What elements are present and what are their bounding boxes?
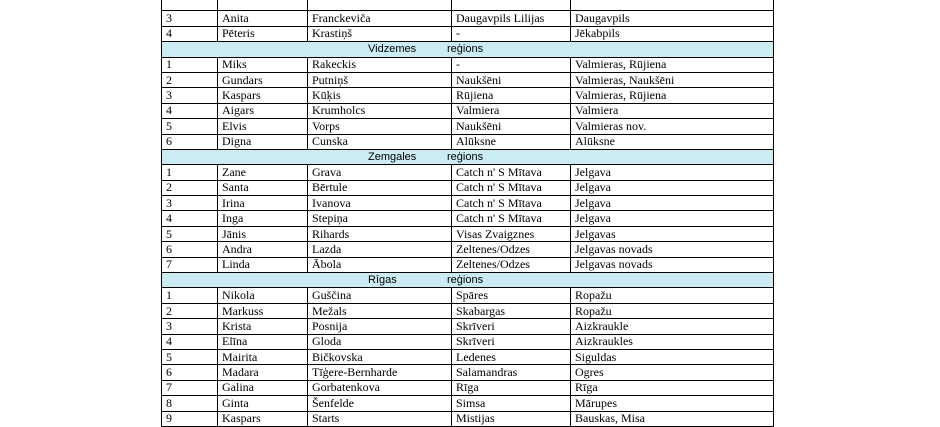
last-name-cell: Posnija (308, 319, 452, 334)
first-name-cell: Pēteris (218, 26, 308, 41)
table-row (162, 119, 774, 134)
last-name-cell: Kūķis (308, 88, 452, 103)
region-header-row (162, 149, 774, 164)
last-name-cell: Gorbatenkova (308, 380, 452, 395)
table-row (162, 242, 774, 257)
municipality-cell: Aizkraukle (571, 319, 774, 334)
region-header-cell (162, 42, 774, 57)
table-row (162, 365, 774, 380)
region-header-cell (162, 273, 774, 288)
last-name-cell: Putniņš (308, 72, 452, 87)
row-number-cell: 5 (162, 349, 218, 364)
team-name-cell (452, 0, 571, 11)
row-number-cell: 3 (162, 196, 218, 211)
region-name: Vidzemes (368, 42, 417, 55)
table-row (162, 396, 774, 411)
municipality-cell: Valmieras nov. (571, 119, 774, 134)
last-name-cell: Stepiņa (308, 211, 452, 226)
team-name-cell: Zeltenes/Odzes (452, 242, 571, 257)
table-row (162, 226, 774, 241)
last-name-cell: Starts (308, 411, 452, 426)
municipality-cell (571, 0, 774, 11)
last-name-cell: Cunska (308, 134, 452, 149)
team-name-cell: Rūjiena (452, 88, 571, 103)
table-row (162, 26, 774, 41)
team-name-cell: Zeltenes/Odzes (452, 257, 571, 272)
row-number-cell: 2 (162, 72, 218, 87)
region-name: Rīgas (368, 273, 397, 286)
row-number-cell: 4 (162, 103, 218, 118)
table-row (162, 319, 774, 334)
table-row (162, 134, 774, 149)
first-name-cell: Andra (218, 242, 308, 257)
first-name-cell: Irina (218, 196, 308, 211)
table-body (162, 0, 774, 426)
row-number-cell: 8 (162, 396, 218, 411)
team-name-cell: Daugavpils Lilijas (452, 11, 571, 26)
participants-table (161, 0, 774, 427)
first-name-cell: Anita (218, 11, 308, 26)
table-row (162, 380, 774, 395)
table-row (162, 0, 774, 11)
first-name-cell: Aigars (218, 103, 308, 118)
last-name-cell: Šenfelde (308, 396, 452, 411)
last-name-cell: Grava (308, 165, 452, 180)
last-name-cell: Vorps (308, 119, 452, 134)
team-name-cell: Spāres (452, 288, 571, 303)
last-name-cell: Ābola (308, 257, 452, 272)
table-row (162, 11, 774, 26)
team-name-cell: Mistijas (452, 411, 571, 426)
table-row (162, 196, 774, 211)
last-name-cell (308, 0, 452, 11)
first-name-cell: Elvis (218, 119, 308, 134)
team-name-cell: Simsa (452, 396, 571, 411)
region-header-row (162, 42, 774, 57)
last-name-cell: Lazda (308, 242, 452, 257)
team-name-cell: Visas Zvaigznes (452, 226, 571, 241)
last-name-cell: Franckeviča (308, 11, 452, 26)
first-name-cell: Galina (218, 380, 308, 395)
first-name-cell: Inga (218, 211, 308, 226)
first-name-cell: Krista (218, 319, 308, 334)
table-row (162, 411, 774, 426)
region-header-cell (162, 149, 774, 164)
municipality-cell: Jelgava (571, 211, 774, 226)
region-name: Zemgales (368, 150, 417, 163)
table-row (162, 211, 774, 226)
last-name-cell: Krumholcs (308, 103, 452, 118)
row-number-cell: 6 (162, 242, 218, 257)
table-row (162, 180, 774, 195)
last-name-cell: Bērtule (308, 180, 452, 195)
first-name-cell: Miks (218, 57, 308, 72)
first-name-cell: Santa (218, 180, 308, 195)
last-name-cell: Tīģere-Bernharde (308, 365, 452, 380)
municipality-cell: Mārupes (571, 396, 774, 411)
team-name-cell: Skabargas (452, 303, 571, 318)
municipality-cell: Jelgava (571, 196, 774, 211)
first-name-cell: Kaspars (218, 88, 308, 103)
table-row (162, 165, 774, 180)
table-row (162, 103, 774, 118)
municipality-cell: Bauskas, Misa (571, 411, 774, 426)
first-name-cell (218, 0, 308, 11)
region-word: reģions (447, 273, 484, 286)
first-name-cell: Ginta (218, 396, 308, 411)
municipality-cell: Valmieras, Naukšēni (571, 72, 774, 87)
municipality-cell: Valmieras, Rūjiena (571, 57, 774, 72)
table-row (162, 349, 774, 364)
first-name-cell: Linda (218, 257, 308, 272)
row-number-cell: 4 (162, 26, 218, 41)
first-name-cell: Markuss (218, 303, 308, 318)
table-row (162, 334, 774, 349)
row-number-cell: 1 (162, 165, 218, 180)
table-row (162, 88, 774, 103)
last-name-cell: Krastiņš (308, 26, 452, 41)
row-number-cell: 1 (162, 57, 218, 72)
team-name-cell: Naukšēni (452, 72, 571, 87)
row-number-cell: 6 (162, 134, 218, 149)
last-name-cell: Ivanova (308, 196, 452, 211)
row-number-cell: 5 (162, 226, 218, 241)
row-number-cell: 4 (162, 334, 218, 349)
municipality-cell: Jelgavas novads (571, 257, 774, 272)
municipality-cell: Valmiera (571, 103, 774, 118)
last-name-cell: Bičkovska (308, 349, 452, 364)
last-name-cell: Rihards (308, 226, 452, 241)
team-name-cell: Alūksne (452, 134, 571, 149)
first-name-cell: Madara (218, 365, 308, 380)
document-page (161, 0, 773, 427)
region-header-row (162, 273, 774, 288)
team-name-cell: Catch n' S Mītava (452, 180, 571, 195)
team-name-cell: Catch n' S Mītava (452, 211, 571, 226)
row-number-cell: 3 (162, 319, 218, 334)
row-number-cell: 7 (162, 257, 218, 272)
table-row (162, 288, 774, 303)
table-row (162, 72, 774, 87)
team-name-cell: - (452, 57, 571, 72)
team-name-cell: Salamandras (452, 365, 571, 380)
team-name-cell: Skrīveri (452, 334, 571, 349)
municipality-cell: Jēkabpils (571, 26, 774, 41)
first-name-cell: Digna (218, 134, 308, 149)
municipality-cell: Alūksne (571, 134, 774, 149)
row-number-cell: 4 (162, 211, 218, 226)
team-name-cell: Catch n' S Mītava (452, 165, 571, 180)
first-name-cell: Gundars (218, 72, 308, 87)
table-row (162, 57, 774, 72)
team-name-cell: Ledenes (452, 349, 571, 364)
last-name-cell: Rakeckis (308, 57, 452, 72)
row-number-cell: 2 (162, 180, 218, 195)
municipality-cell: Jelgava (571, 165, 774, 180)
region-word: reģions (447, 42, 484, 55)
team-name-cell: Rīga (452, 380, 571, 395)
first-name-cell: Mairita (218, 349, 308, 364)
row-number-cell: 6 (162, 365, 218, 380)
row-number-cell: 5 (162, 119, 218, 134)
team-name-cell: - (452, 26, 571, 41)
municipality-cell: Ropažu (571, 288, 774, 303)
municipality-cell: Rīga (571, 380, 774, 395)
last-name-cell: Guščina (308, 288, 452, 303)
region-word: reģions (447, 150, 484, 163)
first-name-cell: Zane (218, 165, 308, 180)
municipality-cell: Jelgavas novads (571, 242, 774, 257)
municipality-cell: Aizkraukles (571, 334, 774, 349)
municipality-cell: Daugavpils (571, 11, 774, 26)
municipality-cell: Jelgava (571, 180, 774, 195)
municipality-cell: Jelgavas (571, 226, 774, 241)
municipality-cell: Ropažu (571, 303, 774, 318)
row-number-cell: 1 (162, 288, 218, 303)
municipality-cell: Valmieras, Rūjiena (571, 88, 774, 103)
team-name-cell: Catch n' S Mītava (452, 196, 571, 211)
row-number-cell (162, 0, 218, 11)
row-number-cell: 9 (162, 411, 218, 426)
first-name-cell: Elīna (218, 334, 308, 349)
first-name-cell: Jānis (218, 226, 308, 241)
first-name-cell: Kaspars (218, 411, 308, 426)
last-name-cell: Gloda (308, 334, 452, 349)
row-number-cell: 3 (162, 88, 218, 103)
row-number-cell: 7 (162, 380, 218, 395)
row-number-cell: 3 (162, 11, 218, 26)
municipality-cell: Siguldas (571, 349, 774, 364)
team-name-cell: Naukšēni (452, 119, 571, 134)
municipality-cell: Ogres (571, 365, 774, 380)
table-row (162, 257, 774, 272)
last-name-cell: Mežals (308, 303, 452, 318)
first-name-cell: Nikola (218, 288, 308, 303)
team-name-cell: Valmiera (452, 103, 571, 118)
team-name-cell: Skrīveri (452, 319, 571, 334)
table-row (162, 303, 774, 318)
row-number-cell: 2 (162, 303, 218, 318)
